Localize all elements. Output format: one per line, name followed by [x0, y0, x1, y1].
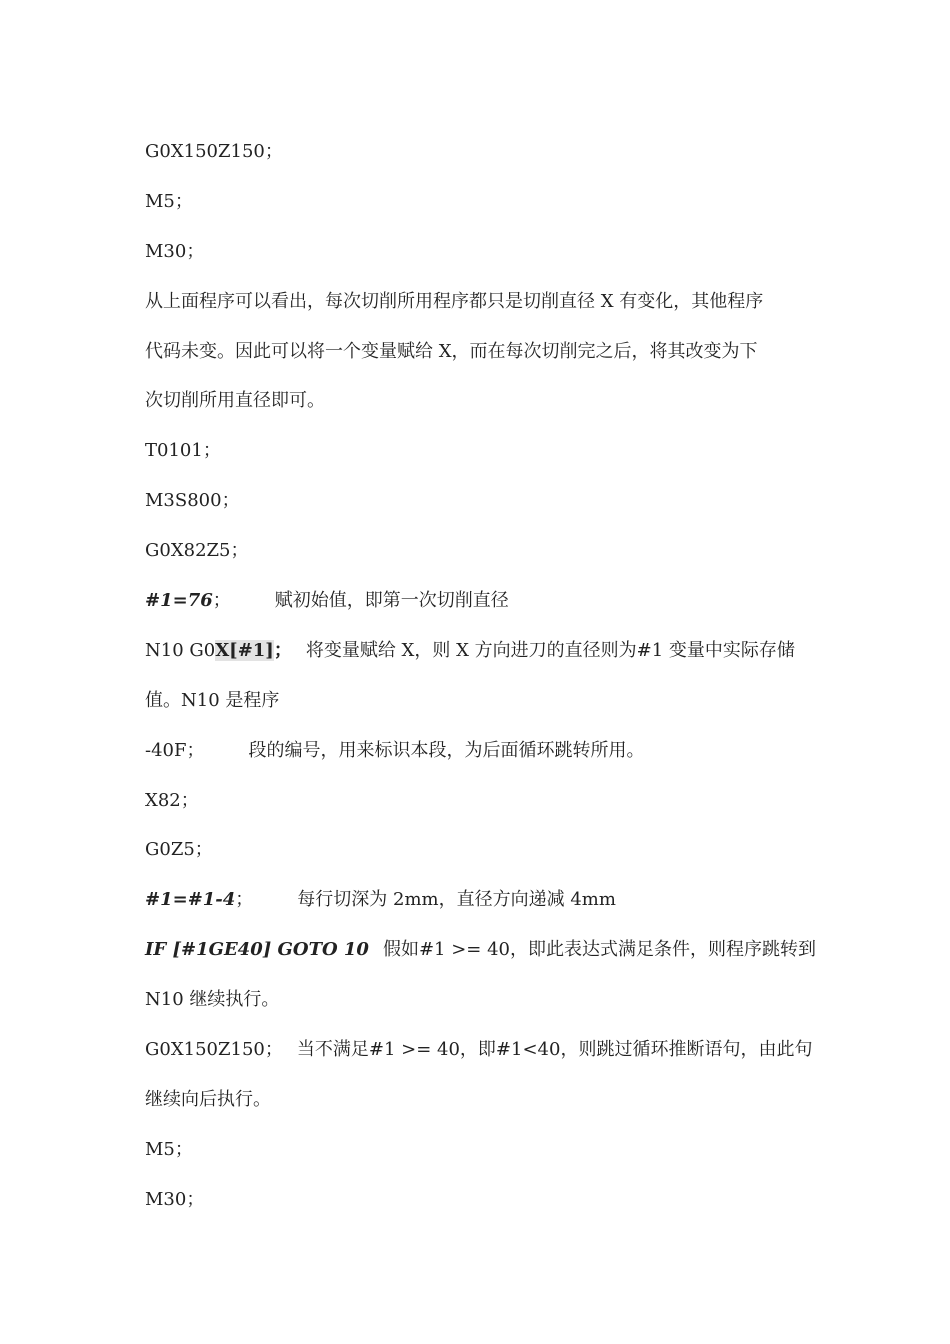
ifgoto-code: IF [#1GE40] GOTO 10	[145, 939, 369, 961]
feed-comment: 段的编号，用来标识本段，为后面循环跳转所用。	[248, 739, 645, 761]
decrement-line	[145, 885, 810, 935]
assign-semicolon: ；	[212, 590, 231, 612]
exit-comment-continued: 继续向后执行。	[145, 1088, 271, 1110]
paragraph-line: 从上面程序可以看出，每次切削所用程序都只是切削直径 X 有变化，其他程序	[145, 290, 764, 312]
n10-highlight: X[#1]	[215, 639, 274, 661]
document-body	[145, 137, 817, 1235]
assign-comment: 赋初始值，即第一次切削直径	[274, 590, 509, 612]
ifgoto-comment-continued: N10 继续执行。	[145, 989, 280, 1011]
code-line: G0X150Z150；	[145, 141, 283, 162]
code-line: M3S800；	[145, 490, 240, 512]
feed-line	[145, 736, 810, 786]
exit-code: G0X150Z150；	[145, 1039, 283, 1061]
ifgoto-comment: 假如#1 >= 40，即此表达式满足条件，则程序跳转到	[382, 939, 817, 961]
n10-line	[145, 636, 810, 686]
n10-prefix: N10 G0	[145, 639, 216, 661]
ifgoto-line	[145, 935, 817, 985]
assign-line	[145, 586, 810, 636]
code-line: T0101；	[145, 440, 221, 462]
n10-semicolon: ；	[273, 639, 292, 661]
code-line: M30；	[145, 240, 205, 262]
paragraph-line: 代码未变。因此可以将一个变量赋给 X，而在每次切削完之后，将其改变为下	[145, 340, 758, 362]
code-line: G0X82Z5；	[145, 540, 249, 562]
code-line: M30；	[145, 1188, 205, 1210]
assign-code: #1=76	[145, 590, 213, 612]
feed-code: -40F；	[145, 739, 205, 761]
code-line: M5；	[145, 190, 193, 212]
decrement-comment: 每行切深为 2mm，直径方向递减 4mm	[297, 889, 616, 911]
n10-comment: 将变量赋给 X，则 X 方向进刀的直径则为#1 变量中实际存储	[305, 639, 795, 661]
code-line: G0Z5；	[145, 839, 213, 861]
n10-comment-continued: 值。N10 是程序	[145, 689, 280, 711]
code-line: M5；	[145, 1138, 193, 1160]
code-line: X82；	[145, 789, 199, 811]
exit-comment: 当不满足#1 >= 40，即#1<40，则跳过循环推断语句，由此句	[296, 1039, 813, 1061]
decrement-semicolon: ；	[235, 889, 254, 911]
exit-line	[145, 1035, 813, 1085]
decrement-code: #1=#1-4	[145, 889, 236, 911]
paragraph-line: 次切削所用直径即可。	[145, 390, 325, 412]
